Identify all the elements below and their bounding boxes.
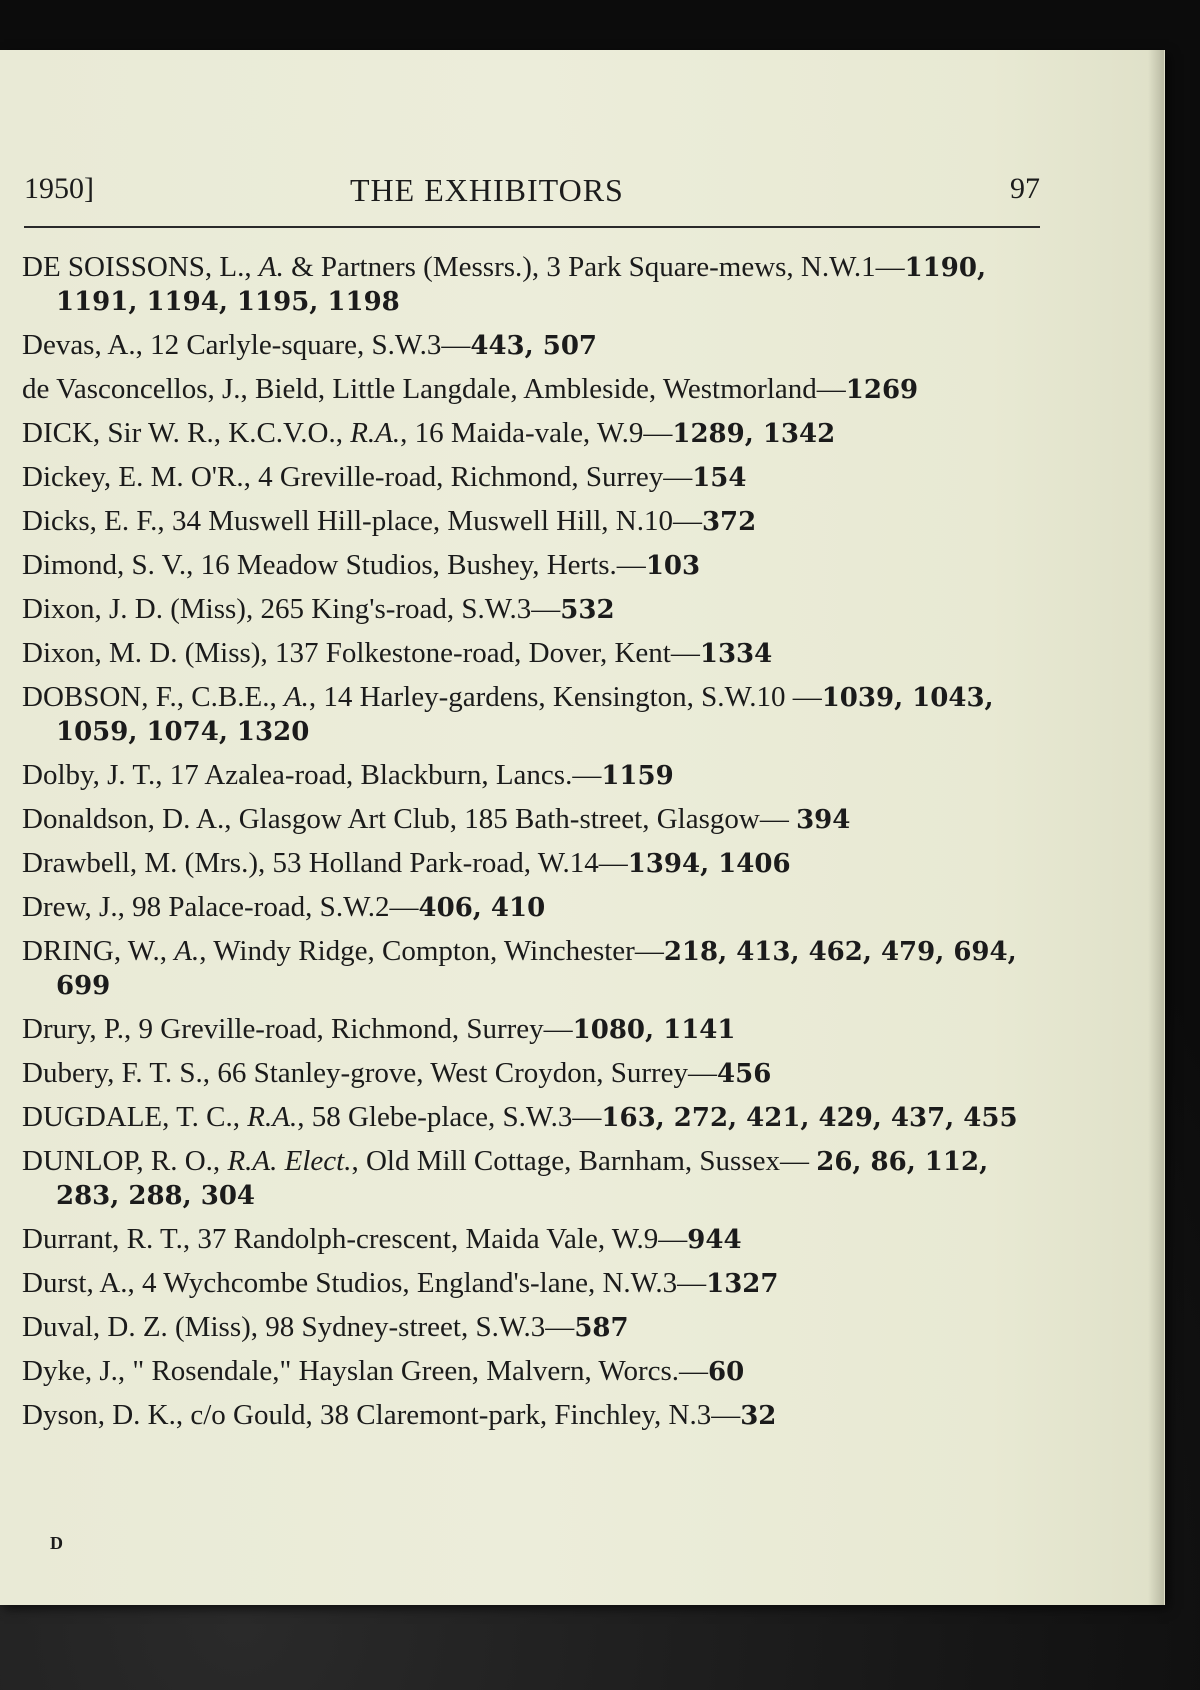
exhibit-numbers: 406, 410 bbox=[418, 893, 546, 923]
exhibit-numbers: 1289, 1342 bbox=[672, 419, 836, 449]
exhibitor-entry bbox=[22, 803, 1048, 837]
exhibitor-name: de Vasconcellos, J., bbox=[22, 373, 256, 405]
exhibitor-name: Dixon, M. D. (Miss), bbox=[22, 637, 275, 669]
exhibitor-entry bbox=[22, 329, 1048, 363]
exhibit-numbers: 1159 bbox=[601, 761, 674, 791]
exhibitor-name: Dixon, J. D. (Miss), bbox=[22, 593, 261, 625]
exhibitor-entry bbox=[22, 593, 1048, 627]
exhibitor-address: , 16 Maida-vale, W.9— bbox=[400, 417, 673, 449]
exhibit-numbers: 163, 272, 421, 429, 437, 455 bbox=[601, 1103, 1018, 1133]
exhibitor-entry bbox=[22, 1145, 1048, 1213]
exhibitor-name: DUGDALE, T. C., bbox=[22, 1101, 248, 1133]
exhibitor-name: Dubery, F. T. S., bbox=[22, 1057, 218, 1089]
exhibitor-name: Duval, D. Z. (Miss), bbox=[22, 1311, 266, 1343]
exhibitor-entry bbox=[22, 1355, 1048, 1389]
exhibit-numbers: 1190, 1191, 1194, 1195, 1198 bbox=[56, 253, 986, 317]
header-title: THE EXHIBITORS bbox=[350, 172, 624, 208]
exhibitor-address: , 14 Harley-gardens, Kensington, S.W.10 — bbox=[308, 681, 822, 713]
signature-mark: D bbox=[50, 1533, 63, 1553]
page-edge-shadow bbox=[1148, 50, 1164, 1605]
exhibitor-address: 265 King's-road, S.W.3— bbox=[260, 593, 561, 625]
exhibitor-name: Dyson, D. K., bbox=[22, 1399, 191, 1431]
exhibitor-address: 53 Holland Park-road, W.14— bbox=[272, 847, 628, 879]
exhibitor-address: 98 Sydney-street, S.W.3— bbox=[265, 1311, 575, 1343]
exhibitor-name: Dicks, E. F., bbox=[22, 505, 172, 537]
exhibitor-address: 17 Azalea-road, Blackburn, Lancs.— bbox=[169, 759, 602, 791]
exhibitor-entry bbox=[22, 1311, 1048, 1345]
exhibitor-name: DOBSON, F., C.B.E., bbox=[22, 681, 284, 713]
exhibitor-address: 9 Greville-road, Richmond, Surrey— bbox=[138, 1013, 573, 1045]
exhibitor-name: Dickey, E. M. O'R., bbox=[22, 461, 259, 493]
exhibitor-rank: A. bbox=[258, 251, 284, 283]
exhibitor-address: , Old Mill Cottage, Barnham, Sussex— bbox=[351, 1145, 817, 1177]
exhibit-numbers: 1327 bbox=[706, 1269, 779, 1299]
exhibitor-name: Dolby, J. T., bbox=[22, 759, 170, 791]
exhibitor-name: Drury, P., bbox=[22, 1013, 139, 1045]
exhibitor-entry bbox=[22, 1223, 1048, 1257]
exhibitor-name: DICK, Sir W. R., K.C.V.O., bbox=[22, 417, 351, 449]
exhibitor-name: Drawbell, M. (Mrs.), bbox=[22, 847, 273, 879]
exhibit-numbers: 32 bbox=[740, 1401, 777, 1431]
exhibit-numbers: 1334 bbox=[699, 639, 773, 669]
exhibitor-rank: A. bbox=[174, 935, 200, 967]
exhibitor-entry bbox=[22, 251, 1048, 319]
exhibit-numbers: 443, 507 bbox=[470, 331, 598, 361]
exhibitor-name: Drew, J., bbox=[22, 891, 133, 923]
exhibitor-address: 4 Wychcombe Studios, England's-lane, N.W.3— bbox=[142, 1267, 707, 1299]
exhibitor-entry bbox=[22, 759, 1048, 793]
exhibit-numbers: 26, 86, 112, 283, 288, 304 bbox=[56, 1147, 989, 1211]
exhibitor-entry bbox=[22, 637, 1048, 671]
exhibitor-entry bbox=[22, 373, 1048, 407]
exhibit-numbers: 1039, 1043, 1059, 1074, 1320 bbox=[56, 683, 994, 747]
exhibitor-address: 4 Greville-road, Richmond, Surrey— bbox=[258, 461, 693, 493]
header-year: 1950] bbox=[24, 172, 94, 205]
exhibit-numbers: 944 bbox=[687, 1225, 742, 1255]
exhibitor-entry bbox=[22, 1057, 1048, 1091]
exhibitor-name: Durst, A., bbox=[22, 1267, 143, 1299]
exhibitor-entry bbox=[22, 891, 1048, 925]
exhibitor-address: 16 Meadow Studios, Bushey, Herts.— bbox=[200, 549, 646, 581]
exhibitor-address: " Rosendale," Hayslan Green, Malvern, Worcs.— bbox=[132, 1355, 709, 1387]
exhibit-numbers: 103 bbox=[645, 551, 701, 581]
exhibit-numbers: 587 bbox=[574, 1313, 629, 1343]
running-header bbox=[24, 172, 1040, 212]
exhibitor-address: 34 Muswell Hill-place, Muswell Hill, N.10— bbox=[171, 505, 702, 537]
exhibitor-name: Devas, A., bbox=[22, 329, 151, 361]
exhibitor-address: & Partners (Messrs.), 3 Park Square-mews, N.W.1— bbox=[283, 251, 905, 283]
exhibit-numbers: 60 bbox=[708, 1357, 745, 1387]
exhibitor-name: Dimond, S. V., bbox=[22, 549, 201, 581]
exhibit-numbers: 456 bbox=[717, 1059, 772, 1089]
exhibitor-address: , Windy Ridge, Compton, Winchester— bbox=[199, 935, 664, 967]
exhibitor-address: c/o Gould, 38 Claremont-park, Finchley, N.3— bbox=[190, 1399, 741, 1431]
exhibitor-entry bbox=[22, 417, 1048, 451]
exhibitor-address: Glasgow Art Club, 185 Bath-street, Glasgow— bbox=[238, 803, 797, 835]
exhibitor-name: Dyke, J., bbox=[22, 1355, 133, 1387]
exhibitor-name: Donaldson, D. A., bbox=[22, 803, 239, 835]
exhibitor-entry bbox=[22, 1101, 1048, 1135]
exhibit-numbers: 1269 bbox=[845, 375, 919, 405]
exhibitor-name: Durrant, R. T., bbox=[22, 1223, 198, 1255]
exhibitor-name: DUNLOP, R. O., bbox=[22, 1145, 228, 1177]
exhibit-numbers: 154 bbox=[692, 463, 747, 493]
exhibitor-address: 37 Randolph-crescent, Maida Vale, W.9— bbox=[197, 1223, 688, 1255]
exhibit-numbers: 394 bbox=[796, 805, 851, 835]
exhibitor-address: Bield, Little Langdale, Ambleside, Westmorland— bbox=[255, 373, 846, 405]
exhibitor-entry bbox=[22, 681, 1048, 749]
exhibitor-address: 98 Palace-road, S.W.2— bbox=[132, 891, 419, 923]
exhibitor-address: 12 Carlyle-square, S.W.3— bbox=[150, 329, 471, 361]
exhibitor-entry bbox=[22, 505, 1048, 539]
page-number: 97 bbox=[1010, 172, 1040, 205]
exhibitor-name: DE SOISSONS, L., bbox=[22, 251, 259, 283]
exhibitor-rank: A. bbox=[283, 681, 309, 713]
exhibitor-rank: R.A. bbox=[350, 417, 401, 449]
exhibitor-address: 66 Stanley-grove, West Croydon, Surrey— bbox=[217, 1057, 718, 1089]
exhibitor-entry bbox=[22, 847, 1048, 881]
exhibitor-rank: R.A. bbox=[247, 1101, 298, 1133]
exhibitor-list bbox=[22, 251, 1048, 1443]
exhibitor-entry bbox=[22, 935, 1048, 1003]
exhibitor-address: , 58 Glebe-place, S.W.3— bbox=[297, 1101, 602, 1133]
exhibitor-rank: R.A. Elect. bbox=[227, 1145, 352, 1177]
exhibit-numbers: 1080, 1141 bbox=[572, 1015, 736, 1045]
exhibitor-entry bbox=[22, 1399, 1048, 1433]
exhibit-numbers: 532 bbox=[560, 595, 615, 625]
exhibitor-entry bbox=[22, 461, 1048, 495]
exhibit-numbers: 218, 413, 462, 479, 694, 699 bbox=[56, 937, 1017, 1001]
exhibitor-address: 137 Folkestone-road, Dover, Kent— bbox=[274, 637, 700, 669]
exhibitor-name: DRING, W., bbox=[22, 935, 175, 967]
exhibitor-entry bbox=[22, 1267, 1048, 1301]
exhibit-numbers: 372 bbox=[701, 507, 757, 537]
exhibitor-entry bbox=[22, 549, 1048, 583]
header-rule bbox=[24, 226, 1040, 228]
exhibitor-entry bbox=[22, 1013, 1048, 1047]
exhibit-numbers: 1394, 1406 bbox=[627, 849, 791, 879]
